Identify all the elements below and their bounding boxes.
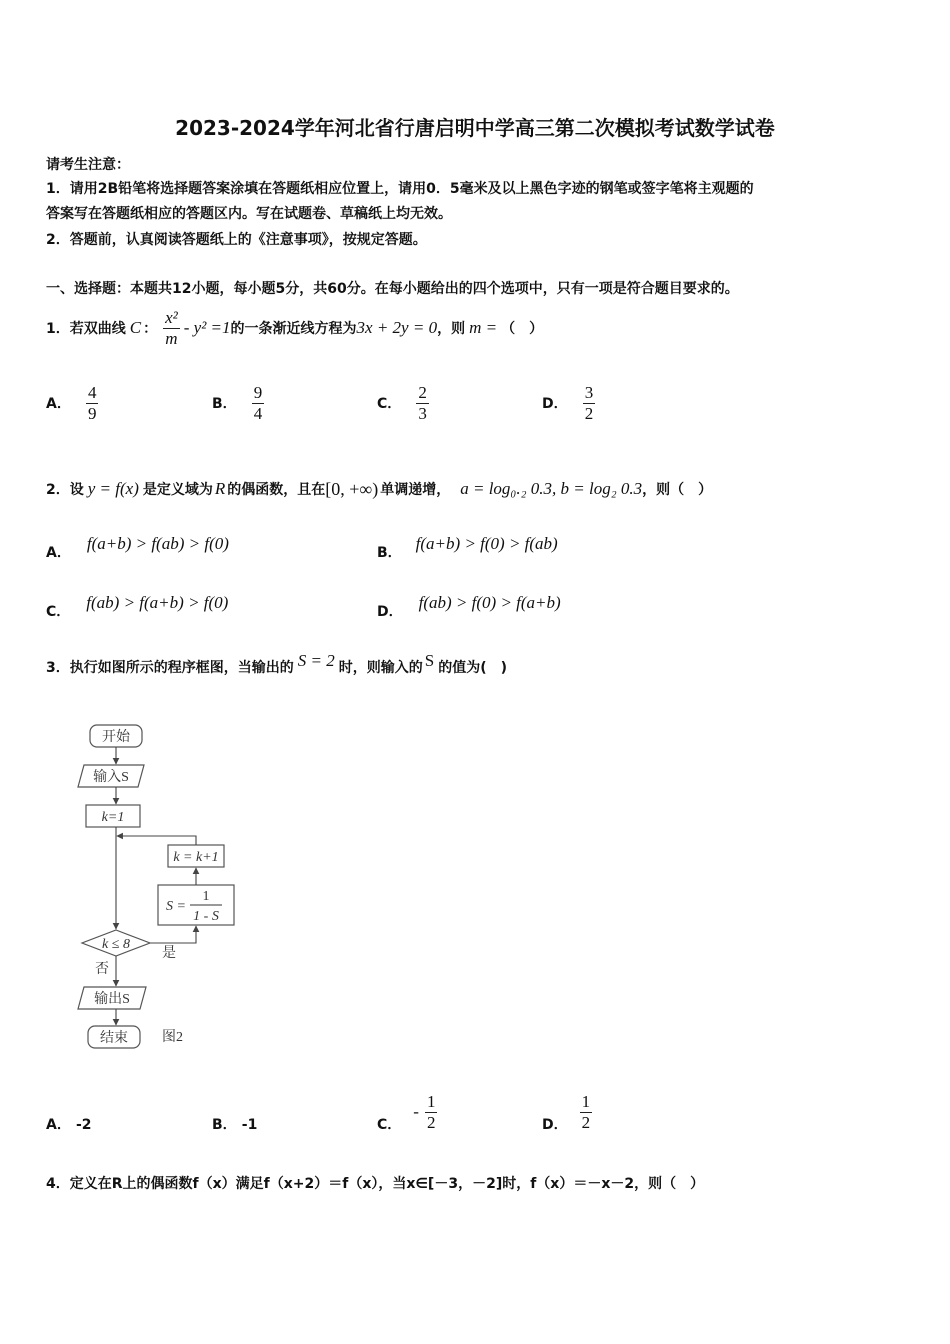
q3-mid: 时，则输入的 bbox=[338, 660, 423, 676]
page-title: 2023-2024学年河北省行唐启明中学高三第二次模拟考试数学试卷 bbox=[175, 116, 775, 140]
frac-num: 3 bbox=[584, 383, 594, 402]
option-text: -2 bbox=[75, 1117, 92, 1133]
q3-prefix: 3．执行如图所示的程序框图，当输出的 bbox=[46, 660, 294, 676]
option-label: D． bbox=[377, 604, 403, 620]
flow-inc-label: k = k+1 bbox=[173, 850, 219, 865]
q2-R: R bbox=[214, 479, 226, 498]
q2-option-a bbox=[46, 526, 229, 562]
flow-init-label: k=1 bbox=[101, 810, 125, 825]
question-2 bbox=[46, 472, 712, 506]
q3-s-output: S = 2 bbox=[297, 651, 335, 670]
option-label: B． bbox=[212, 1117, 237, 1133]
q1-fraction bbox=[163, 308, 180, 349]
question-3 bbox=[46, 650, 507, 684]
q1-mid: 的一条渐近线方程为 bbox=[230, 321, 357, 337]
frac-num: 2 bbox=[418, 383, 427, 402]
q2-function: y = f(x) bbox=[87, 479, 139, 498]
option-expr: f(ab) > f(a+b) > f(0) bbox=[86, 593, 229, 612]
q3-end: 的值为( ) bbox=[438, 660, 507, 676]
q1-then: ，则 bbox=[437, 321, 466, 337]
option-label: A． bbox=[46, 396, 71, 412]
flow-end-label: 结束 bbox=[100, 1031, 128, 1046]
frac-den: 2 bbox=[581, 1112, 591, 1132]
flow-assign-den: 1 - S bbox=[193, 909, 219, 924]
option-label: C． bbox=[377, 1117, 402, 1133]
option-expr: f(ab) > f(0) > f(a+b) bbox=[418, 593, 561, 612]
frac-num: 4 bbox=[87, 383, 97, 402]
frac-num: 1 bbox=[581, 1091, 591, 1111]
option-expr: f(a+b) > f(0) > f(ab) bbox=[415, 534, 558, 553]
q1-equation-rest: - y² =1 bbox=[183, 318, 231, 337]
option-label: D． bbox=[542, 396, 568, 412]
section-heading: 一、选择题：本题共12小题，每小题5分，共60分。在每小题给出的四个选项中，只有一项是符合题目要求的。 bbox=[46, 281, 739, 297]
q1-curve-name: C bbox=[129, 318, 142, 337]
flow-yes-label: 是 bbox=[162, 946, 176, 961]
q2-option-c bbox=[46, 585, 228, 621]
q2-mid1: 是定义域为 bbox=[142, 482, 213, 498]
q3-option-a bbox=[46, 1114, 92, 1134]
notice-line-1a: 1．请用2B铅笔将选择题答案涂填在答题纸相应位置上，请用0．5毫米及以上黑色字迹的钢笔或签字笔将主观题的 bbox=[46, 181, 754, 197]
q1-option-b bbox=[212, 383, 264, 424]
q2-prefix: 2．设 bbox=[46, 482, 84, 498]
question-4: 4．定义在R上的偶函数f（x）满足f（x+2）＝f（x），当x∈[－3，－2]时，f（x）＝－x－2，则（ ） bbox=[46, 1176, 705, 1192]
q1-m: m = bbox=[469, 318, 498, 337]
flow-input-label: 输入S bbox=[93, 770, 129, 785]
q2-ab: a = log₀.₂ 0.3, b = log₂ 0.3 bbox=[460, 479, 643, 498]
q2-mid3: 单调递增， bbox=[380, 482, 451, 498]
frac-den: 2 bbox=[426, 1112, 436, 1132]
q1-frac-num: x² bbox=[165, 307, 178, 327]
flow-cond-label: k ≤ 8 bbox=[102, 937, 130, 952]
flow-assign-lhs: S = bbox=[166, 899, 186, 914]
frac-den: 3 bbox=[418, 404, 427, 423]
option-expr: f(a+b) > f(ab) > f(0) bbox=[86, 534, 229, 553]
flow-assign-num: 1 bbox=[202, 889, 210, 904]
question-1 bbox=[46, 303, 543, 353]
flow-output-label: 输出S bbox=[94, 992, 130, 1007]
q1-colon: ： bbox=[143, 321, 158, 337]
flowchart bbox=[70, 715, 270, 1060]
flow-no-label: 否 bbox=[95, 962, 109, 977]
option-label: C． bbox=[46, 604, 71, 620]
option-label: A． bbox=[46, 545, 71, 561]
q3-option-b bbox=[212, 1114, 257, 1134]
q2-mid2: 的偶函数，且在 bbox=[227, 482, 326, 498]
frac-num: 1 bbox=[426, 1091, 436, 1111]
option-label: B． bbox=[377, 545, 402, 561]
q2-option-d bbox=[377, 585, 561, 621]
q3-option-d bbox=[542, 1090, 592, 1134]
q1-option-d bbox=[542, 383, 595, 424]
notice-heading: 请考生注意： bbox=[46, 157, 130, 173]
notice-line-1b: 答案写在答题纸相应的答题区内。写在试题卷、草稿纸上均无效。 bbox=[46, 206, 452, 222]
q1-option-a bbox=[46, 383, 98, 424]
q1-asymptote: 3x + 2y = 0 bbox=[356, 318, 438, 337]
option-sign: - bbox=[413, 1102, 419, 1121]
q2-end: ，则（ ） bbox=[642, 482, 713, 498]
option-label: D． bbox=[542, 1117, 568, 1133]
flow-caption: 图2 bbox=[162, 1030, 183, 1045]
q1-blank: （ ） bbox=[501, 321, 544, 337]
option-label: A． bbox=[46, 1117, 71, 1133]
q3-option-c bbox=[377, 1090, 437, 1134]
notice-line-2: 2．答题前，认真阅读答题纸上的《注意事项》，按规定答题。 bbox=[46, 232, 427, 248]
option-text: -1 bbox=[241, 1117, 258, 1133]
q1-option-c bbox=[377, 383, 429, 424]
frac-den: 4 bbox=[253, 404, 263, 423]
option-label: B． bbox=[212, 396, 237, 412]
frac-den: 9 bbox=[87, 404, 97, 423]
frac-den: 2 bbox=[584, 404, 594, 423]
q1-frac-den: m bbox=[165, 328, 178, 348]
flow-start-label: 开始 bbox=[102, 730, 130, 745]
option-label: C． bbox=[377, 396, 402, 412]
frac-num: 9 bbox=[253, 383, 263, 402]
q1-prefix: 1．若双曲线 bbox=[46, 321, 126, 337]
q3-s-input: S bbox=[424, 651, 435, 670]
q2-option-b bbox=[377, 526, 558, 562]
q2-interval: [0, +∞) bbox=[325, 478, 379, 499]
